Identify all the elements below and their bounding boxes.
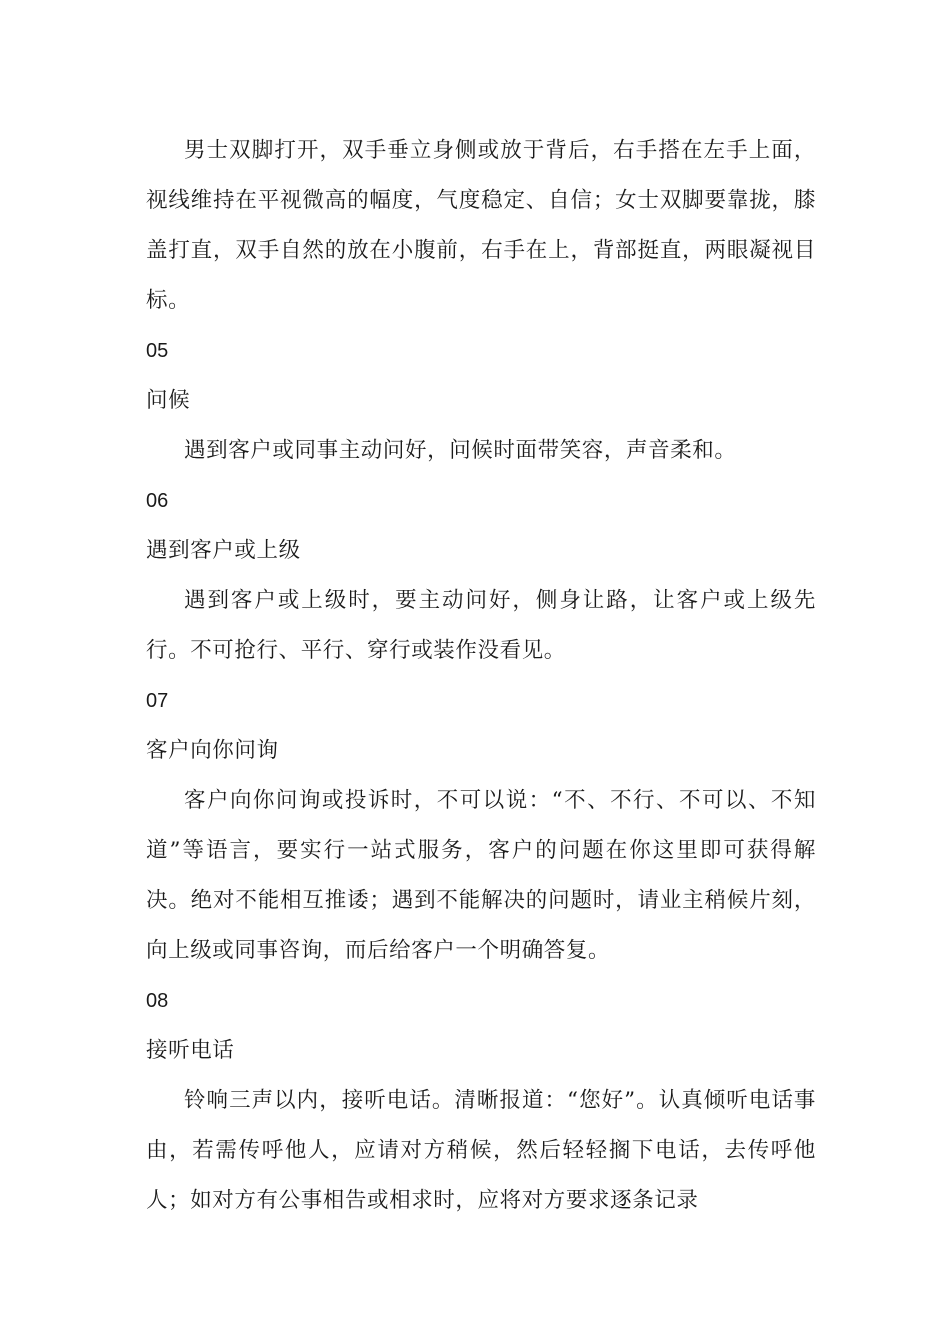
- section-number-06: 06: [146, 490, 169, 512]
- section-number-07: 07: [146, 690, 169, 712]
- section-body-meeting-superior: 遇到客户或上级时，要主动问好，侧身让路，让客户或上级先行。不可抢行、平行、穿行或装作没看见。: [146, 588, 816, 663]
- section-body-greeting: 遇到客户或同事主动问好，问候时面带笑容，声音柔和。: [184, 438, 737, 463]
- section-number-08: 08: [146, 990, 169, 1012]
- section-body-answering-phone: 铃响三声以内，接听电话。清晰报道：“您好”。认真倾听电话事由，若需传呼他人，应请对方稍候，然后轻轻搁下电话，去传呼他人；如对方有公事相告或相求时，应将对方要求逐条记录: [146, 1088, 816, 1213]
- section-title-meeting-superior: 遇到客户或上级: [146, 538, 301, 563]
- section-title-greeting: 问候: [146, 388, 191, 413]
- section-body-customer-inquiry: 客户向你问询或投诉时，不可以说：“不、不行、不可以、不知道”等语言，要实行一站式服务，客户的问题在你这里即可获得解决。绝对不能相互推诿；遇到不能解决的问题时，请业主稍候片刻，向上级或同事咨询，而后给客户一个明确答复。: [146, 788, 816, 963]
- section-number-05: 05: [146, 340, 169, 362]
- section-title-answering-phone: 接听电话: [146, 1038, 235, 1063]
- posture-paragraph: 男士双脚打开，双手垂立身侧或放于背后，右手搭在左手上面，视线维持在平视微高的幅度，气度稳定、自信；女士双脚要靠拢，膝盖打直，双手自然的放在小腹前，右手在上，背部挺直，两眼凝视目标。: [146, 138, 816, 313]
- section-title-customer-inquiry: 客户向你问询: [146, 738, 279, 763]
- document-body: [146, 126, 816, 1226]
